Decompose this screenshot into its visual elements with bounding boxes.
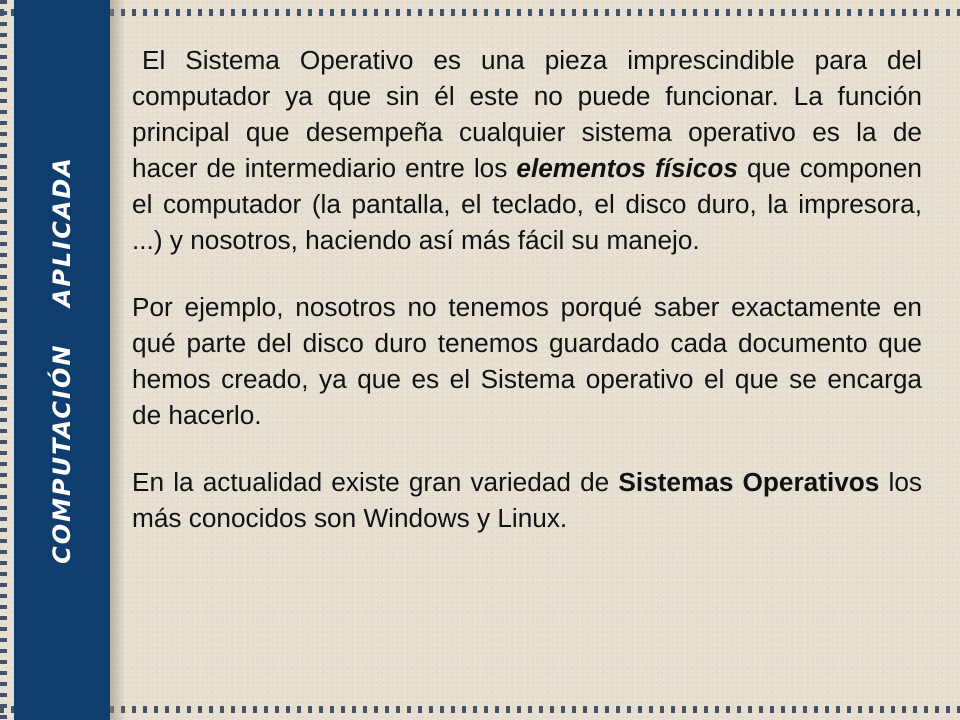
paragraph-intro — [132, 42, 922, 258]
paragraph-intro-text: El Sistema Operativo es una pieza imprescindible para del computador ya que sin él este no puede funcionar. La función principal que desempeña cualquier sistema operativo es la de hacer de intermediario entre los — [132, 45, 922, 183]
emphasis-sistemas-operativos: Sistemas Operativos — [618, 467, 880, 497]
sidebar-shadow — [110, 0, 126, 720]
paragraph-intro-text-end: que componen el computador (la pantalla, el teclado, el disco duro, la impresora, ...) y nosotros, haciendo así más fácil su manejo. — [132, 153, 922, 255]
left-dashed-border — [0, 0, 7, 720]
paragraph-current-os-text-end: los más conocidos son Windows y Linux. — [132, 467, 923, 533]
bottom-dashed-border — [0, 706, 960, 713]
emphasis-elementos-fisicos: elementos físicos — [516, 153, 738, 183]
top-dashed-border — [0, 9, 960, 16]
paragraph-current-os-text: En la actualidad existe gran variedad de — [132, 467, 619, 497]
paragraph-current-os — [132, 464, 922, 536]
paragraph-example: Por ejemplo, nosotros no tenemos porqué saber exactamente en qué parte del disco duro tenemos guardado cada documento que hemos creado, ya que es el Sistema operativo el que se encarga de hacerlo. — [132, 292, 922, 430]
sidebar-title: COMPUTACIÓN APLICADA — [48, 156, 76, 564]
slide-content — [132, 42, 922, 567]
